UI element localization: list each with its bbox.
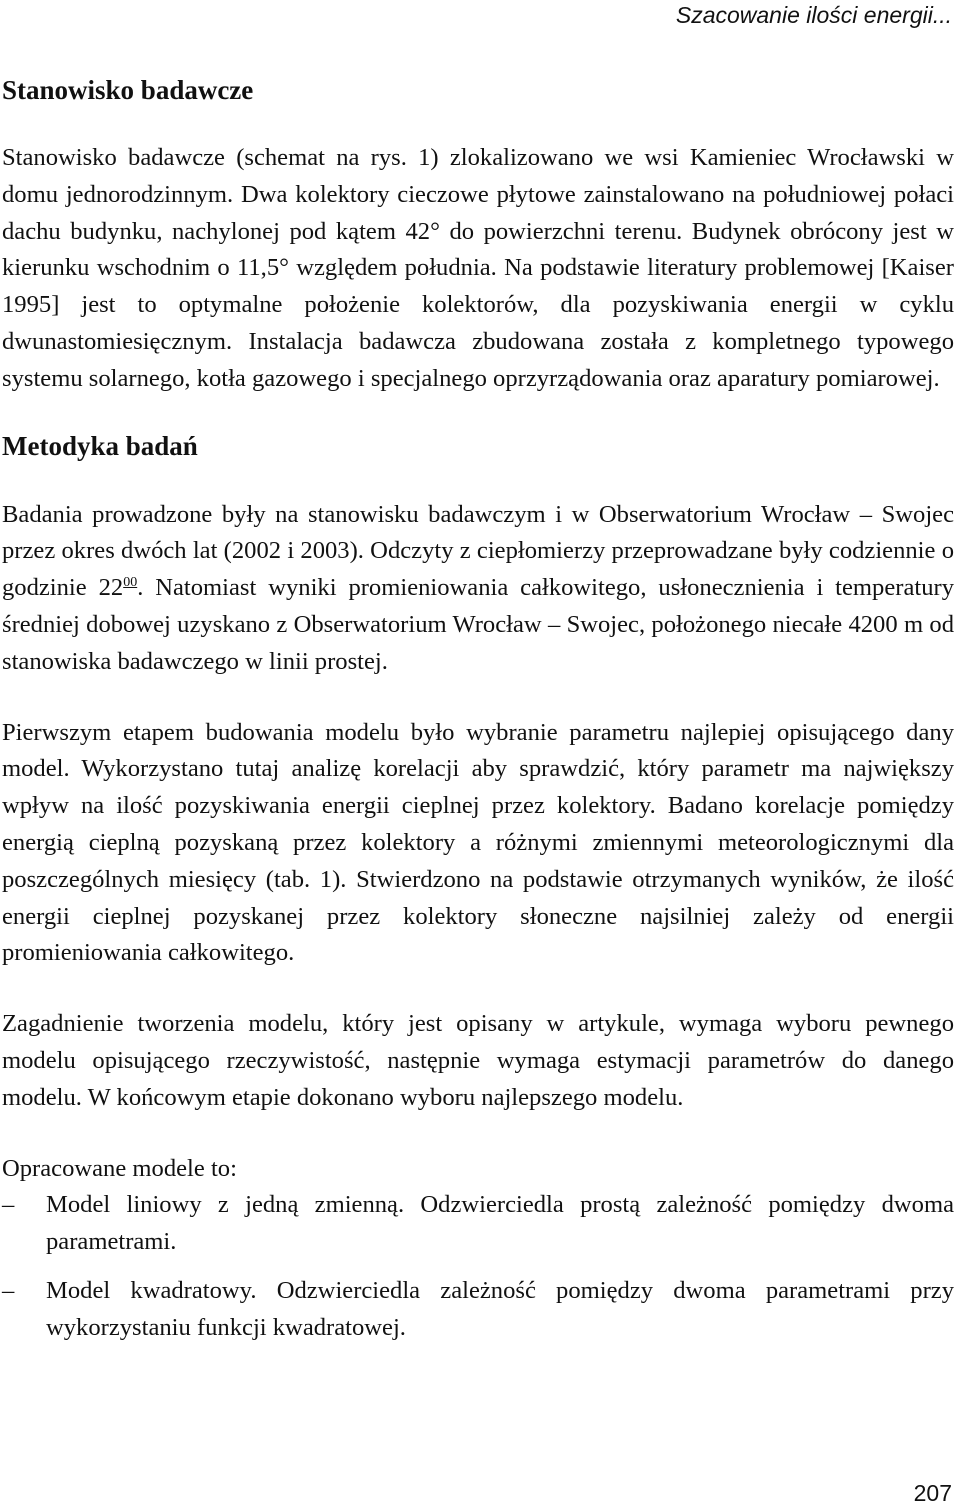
time-superscript: 00 — [123, 575, 138, 591]
paragraph-metodyka-1 — [2, 497, 954, 681]
article-body — [2, 70, 954, 1347]
list-item-text: Model liniowy z jedną zmienną. Odzwierciedla prostą zależność pomiędzy dwoma parametrami. — [46, 1191, 954, 1256]
models-intro: Opracowane modele to: — [2, 1154, 237, 1182]
list-item-text: Model kwadratowy. Odzwierciedla zależność pomiędzy dwoma parametrami przy wykorzystaniu funkcji kwadratowej. — [46, 1276, 954, 1341]
running-header: Szacowanie ilości energii... — [675, 2, 952, 28]
section-heading-metodyka: Metodyka badań — [2, 430, 198, 461]
dash-bullet: – — [2, 1276, 15, 1304]
models-list — [2, 1187, 954, 1346]
section-heading-stanowisko: Stanowisko badawcze — [2, 75, 254, 105]
paragraph-stanowisko: Stanowisko badawcze (schemat na rys. 1) zlokalizowano we wsi Kamieniec Wrocławski w domu jednorodzinnym. Dwa kolektory cieczowe płytowe zainstalowano na południowej połaci dachu budynku, nachylonej pod kątem 42° do powierzchni terenu. Budynek obrócony jest w kierunku wschodnim o 11,5° względem południa. Na podstawie literatury problemowej [Kaiser 1995] jest to optymalne położenie kolektorów, dla pozyskiwania energii w cyklu dwunastomiesięcznym. Instalacja badawcza zbudowana została z kompletnego typowego systemu solarnego, kotła gazowego i specjalnego oprzyrządowania oraz aparatury pomiarowej. — [2, 144, 954, 392]
paragraph-metodyka-1-part-a: Badania prowadzone były na stanowisku badawczym i w Obserwatorium Wrocław – Swojec przez okres dwóch lat (2002 i 2003). Odczyty z ciepłomierzy przeprowadzane były codziennie o godzinie 22 — [2, 500, 954, 602]
paragraph-metodyka-2: Pierwszym etapem budowania modelu było wybranie parametru najlepiej opisującego dany model. Wykorzystano tutaj analizę korelacji aby sprawdzić, który parametr ma największy wpływ na ilość pozyskiwania energii cieplnej przez kolektory. Badano korelacje pomiędzy energią cieplną pozyskaną przez kolektory a różnymi zmiennymi meteorologicznymi dla poszczególnych miesięcy (tab. 1). Stwierdzono na podstawie otrzymanych wyników, że ilość energii cieplnej pozyskanej przez kolektory słoneczne najsilniej zależy od energii promieniowania całkowitego. — [2, 718, 954, 967]
list-item — [2, 1273, 954, 1347]
paragraph-metodyka-1-part-b: . Natomiast wyniki promieniowania całkowitego, usłonecznienia i temperatury średniej dobowej uzyskano z Obserwatorium Wrocław – Swojec, położonego niecałe 4200 m od stanowiska badawczego w linii prostej. — [2, 574, 954, 675]
page-number: 207 — [913, 1480, 952, 1506]
dash-bullet: – — [2, 1191, 15, 1219]
paragraph-metodyka-3: Zagadnienie tworzenia modelu, który jest opisany w artykule, wymaga wyboru pewnego modelu opisującego rzeczywistość, następnie wymaga estymacji parametrów do danego modelu. W końcowym etapie dokonano wyboru najlepszego modelu. — [2, 1010, 954, 1111]
list-item — [2, 1187, 954, 1261]
